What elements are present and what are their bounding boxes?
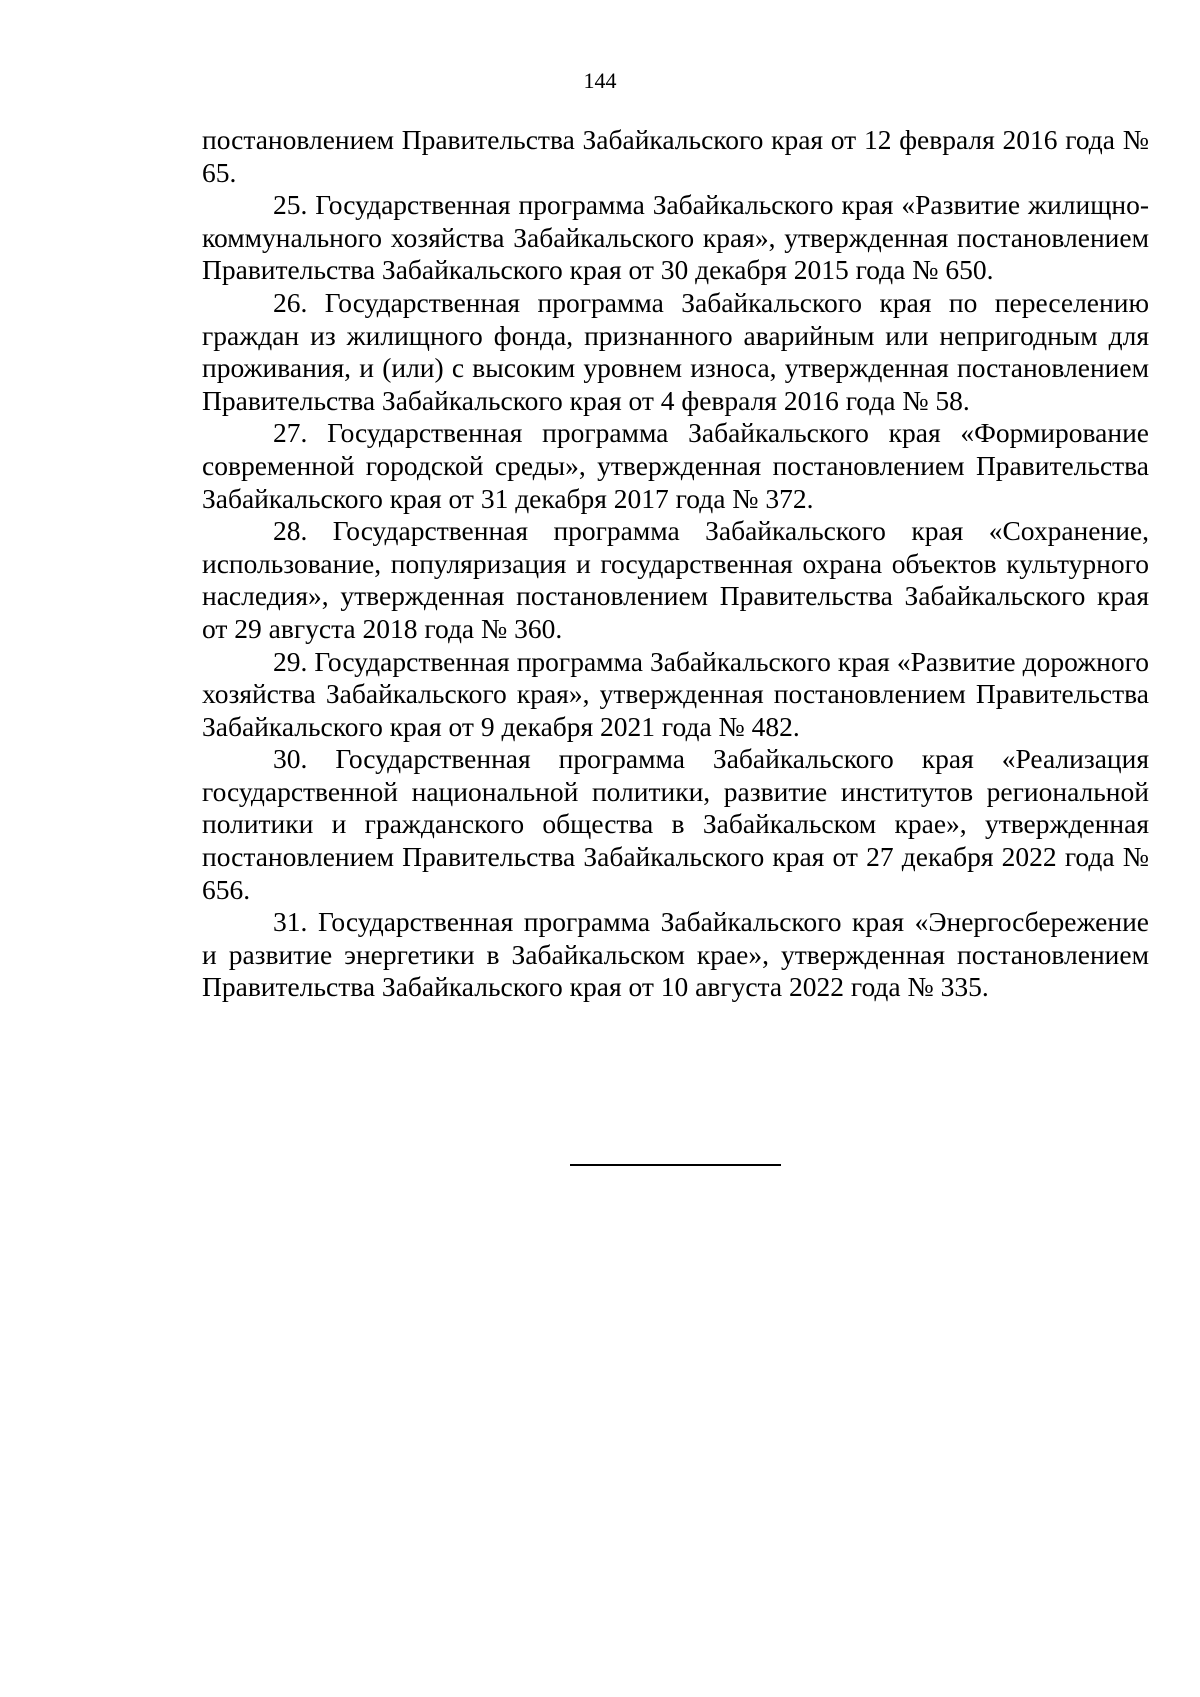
paragraph-item-31: 31. Государственная программа Забайкальского края «Энергосбережение и развитие энергетики в Забайкальском крае», утвержденная постановлением Правительства Забайкальского края от 10 августа 2022 года № 335. (202, 906, 1149, 1003)
paragraph-item-29: 29. Государственная программа Забайкальского края «Развитие дорожного хозяйства Забайкальского края», утвержденная постановлением Правительства Забайкальского края от 9 декабря 2021 года № 482. (202, 645, 1149, 742)
paragraph-item-28: 28. Государственная программа Забайкальского края «Сохранение, использование, популяризация и государственная охрана объектов культурного наследия», утвержденная постановлением Правительства Забайкальского края от 29 августа 2018 года № 360. (202, 515, 1149, 644)
paragraph-item-25: 25. Государственная программа Забайкальского края «Развитие жилищно-коммунального хозяйства Забайкальского края», утвержденная постановлением Правительства Забайкальского края от 30 декабря 2015 года № 650. (202, 189, 1149, 286)
paragraph-item-27: 27. Государственная программа Забайкальского края «Формирование современной городской среды», утвержденная постановлением Правительства Забайкальского края от 31 декабря 2017 года № 372. (202, 417, 1149, 514)
paragraph-item-26: 26. Государственная программа Забайкальского края по переселению граждан из жилищного фонда, признанного аварийным или непригодным для проживания, и (или) с высоким уровнем износа, утвержденная постановлением Правительства Забайкальского края от 4 февраля 2016 года № 58. (202, 286, 1149, 416)
page-number: 144 (583, 68, 617, 93)
end-separator-line (570, 1164, 781, 1166)
document-body (202, 124, 1149, 1004)
paragraph-item-30: 30. Государственная программа Забайкальского края «Реализация государственной национальной политики, развитие институтов региональной политики и гражданского общества в Забайкальском крае», утвержденная постановлением Правительства Забайкальского края от 27 декабря 2022 года № 656. (202, 743, 1149, 905)
paragraph-continuation: постановлением Правительства Забайкальского края от 12 февраля 2016 года № 65. (202, 124, 1149, 188)
